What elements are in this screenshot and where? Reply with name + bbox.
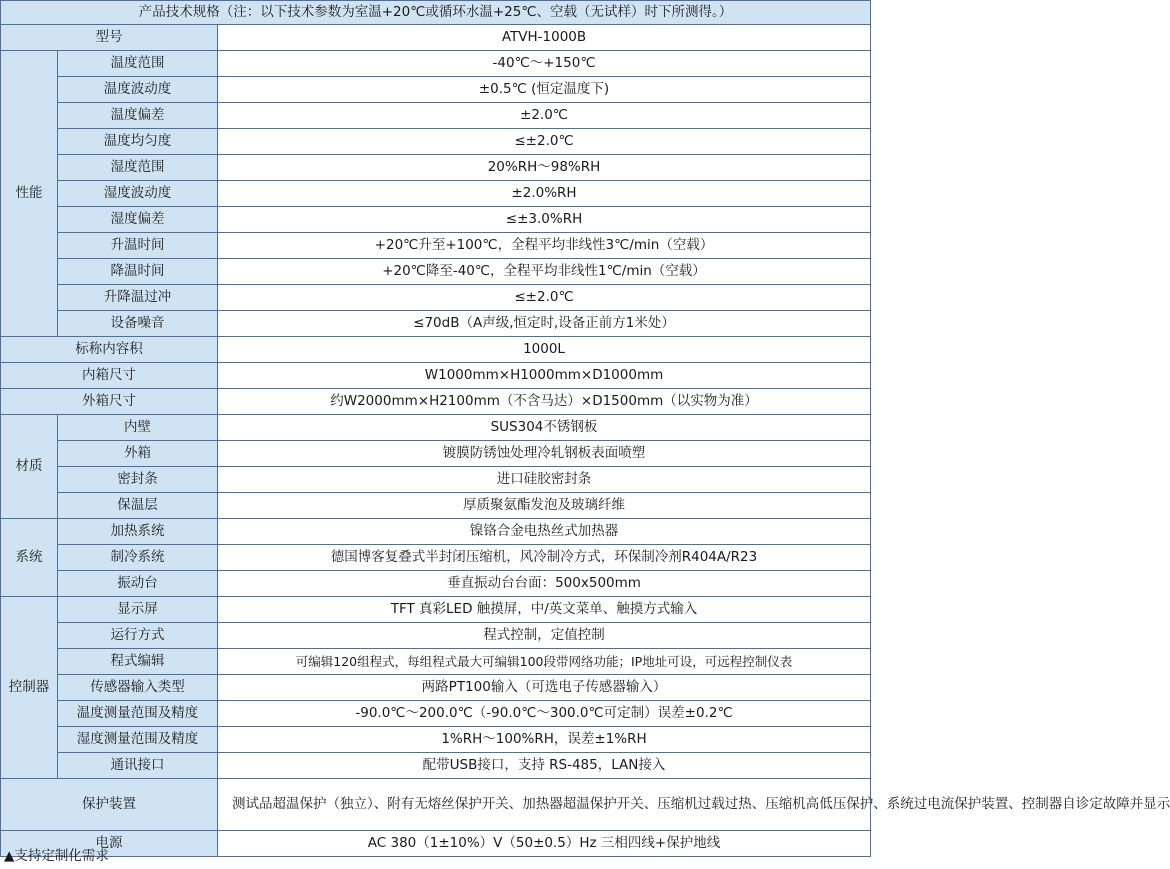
table-row xyxy=(1,181,871,207)
group-controller: 控制器 xyxy=(1,597,58,779)
row-label: 升温时间 xyxy=(58,233,218,259)
table-row xyxy=(1,337,871,363)
row-value: ≤±2.0℃ xyxy=(218,129,871,155)
row-value: ≤±3.0%RH xyxy=(218,207,871,233)
table-row xyxy=(1,727,871,753)
table-row xyxy=(1,649,871,675)
row-label: 运行方式 xyxy=(58,623,218,649)
table-row xyxy=(1,753,871,779)
row-value: 1%RH～100%RH，误差±1%RH xyxy=(218,727,871,753)
group-system: 系统 xyxy=(1,519,58,597)
row-value: SUS304不锈钢板 xyxy=(218,415,871,441)
row-label: 电源 xyxy=(1,831,218,857)
row-label: 温度测量范围及精度 xyxy=(58,701,218,727)
row-label: 保温层 xyxy=(58,493,218,519)
row-label: 传感器输入类型 xyxy=(58,675,218,701)
table-row xyxy=(1,675,871,701)
row-label: 制冷系统 xyxy=(58,545,218,571)
table-row xyxy=(1,831,871,857)
header-row xyxy=(1,1,871,25)
row-label: 温度波动度 xyxy=(58,77,218,103)
row-value: +20℃升至+100℃，全程平均非线性3℃/min（空载） xyxy=(218,233,871,259)
row-value: 德国博客复叠式半封闭压缩机，风冷制冷方式，环保制冷剂R404A/R23 xyxy=(218,545,871,571)
row-label: 加热系统 xyxy=(58,519,218,545)
row-label: 保护装置 xyxy=(1,779,218,831)
row-value: 镍铬合金电热丝式加热器 xyxy=(218,519,871,545)
table-row xyxy=(1,311,871,337)
table-row xyxy=(1,623,871,649)
row-value: ≤±2.0℃ xyxy=(218,285,871,311)
row-label: 温度均匀度 xyxy=(58,129,218,155)
table-row xyxy=(1,493,871,519)
table-row xyxy=(1,129,871,155)
row-label: 湿度波动度 xyxy=(58,181,218,207)
table-row xyxy=(1,259,871,285)
table-row xyxy=(1,389,871,415)
row-value: -90.0℃～200.0℃（-90.0℃～300.0℃可定制）误差±0.2℃ xyxy=(218,701,871,727)
row-label: 设备噪音 xyxy=(58,311,218,337)
row-label: 密封条 xyxy=(58,467,218,493)
table-row xyxy=(1,571,871,597)
row-value: ±2.0%RH xyxy=(218,181,871,207)
row-label: 型号 xyxy=(1,25,218,51)
table-row xyxy=(1,545,871,571)
row-label: 温度偏差 xyxy=(58,103,218,129)
row-label: 振动台 xyxy=(58,571,218,597)
row-label: 外箱 xyxy=(58,441,218,467)
table-row xyxy=(1,597,871,623)
row-value: ±2.0℃ xyxy=(218,103,871,129)
row-value: 配带USB接口，支持 RS-485，LAN接入 xyxy=(218,753,871,779)
row-value: -40℃～+150℃ xyxy=(218,51,871,77)
table-row xyxy=(1,155,871,181)
row-value: 进口硅胶密封条 xyxy=(218,467,871,493)
group-performance: 性能 xyxy=(1,51,58,337)
row-value: 约W2000mm×H2100mm（不含马达）×D1500mm（以实物为准） xyxy=(218,389,871,415)
group-material: 材质 xyxy=(1,415,58,519)
row-label: 内箱尺寸 xyxy=(1,363,218,389)
row-value: 可编辑120组程式，每组程式最大可编辑100段带网络功能；IP地址可设，可远程控制仪表 xyxy=(218,649,871,675)
row-label: 标称内容积 xyxy=(1,337,218,363)
table-row xyxy=(1,103,871,129)
table-row xyxy=(1,363,871,389)
row-value: AC 380（1±10%）V（50±0.5）Hz 三相四线+保护地线 xyxy=(218,831,871,857)
row-label: 湿度偏差 xyxy=(58,207,218,233)
footnote: ▲支持定制化需求 xyxy=(4,848,109,864)
table-row xyxy=(1,441,871,467)
row-label: 湿度范围 xyxy=(58,155,218,181)
row-value: ATVH-1000B xyxy=(218,25,871,51)
table-row xyxy=(1,285,871,311)
row-value: 测试品超温保护（独立）、附有无熔丝保护开关、加热器超温保护开关、压缩机过载过热、压缩机高低压保护、系统过电流保护装置、控制器自诊定故障并显示 xyxy=(218,779,871,831)
row-label: 内壁 xyxy=(58,415,218,441)
table-row xyxy=(1,415,871,441)
row-value: 1000L xyxy=(218,337,871,363)
row-value: 20%RH～98%RH xyxy=(218,155,871,181)
row-label: 温度范围 xyxy=(58,51,218,77)
table-row xyxy=(1,207,871,233)
table-row xyxy=(1,51,871,77)
table-row xyxy=(1,25,871,51)
table-row xyxy=(1,467,871,493)
table-row xyxy=(1,233,871,259)
table-row xyxy=(1,519,871,545)
table-header: 产品技术规格（注：以下技术参数为室温+20℃或循环水温+25℃、空载（无试样）时下所测得。） xyxy=(1,1,871,25)
row-value: W1000mm×H1000mm×D1000mm xyxy=(218,363,871,389)
row-value: 厚质聚氨酯发泡及玻璃纤维 xyxy=(218,493,871,519)
row-value: TFT 真彩LED 触摸屏，中/英文菜单、触摸方式输入 xyxy=(218,597,871,623)
row-label: 通讯接口 xyxy=(58,753,218,779)
row-label: 程式编辑 xyxy=(58,649,218,675)
row-value: +20℃降至-40℃，全程平均非线性1℃/min（空载） xyxy=(218,259,871,285)
row-label: 外箱尺寸 xyxy=(1,389,218,415)
row-label: 降温时间 xyxy=(58,259,218,285)
row-value: ≤70dB（A声级,恒定时,设备正前方1米处） xyxy=(218,311,871,337)
row-value: 垂直振动台台面：500x500mm xyxy=(218,571,871,597)
row-label: 升降温过冲 xyxy=(58,285,218,311)
table-row xyxy=(1,77,871,103)
table-row xyxy=(1,779,871,831)
row-value: 镀膜防锈蚀处理冷轧钢板表面喷塑 xyxy=(218,441,871,467)
row-label: 湿度测量范围及精度 xyxy=(58,727,218,753)
row-value: 两路PT100输入（可选电子传感器输入） xyxy=(218,675,871,701)
row-value: ±0.5℃ (恒定温度下) xyxy=(218,77,871,103)
table-row xyxy=(1,701,871,727)
row-label: 显示屏 xyxy=(58,597,218,623)
row-value: 程式控制，定值控制 xyxy=(218,623,871,649)
